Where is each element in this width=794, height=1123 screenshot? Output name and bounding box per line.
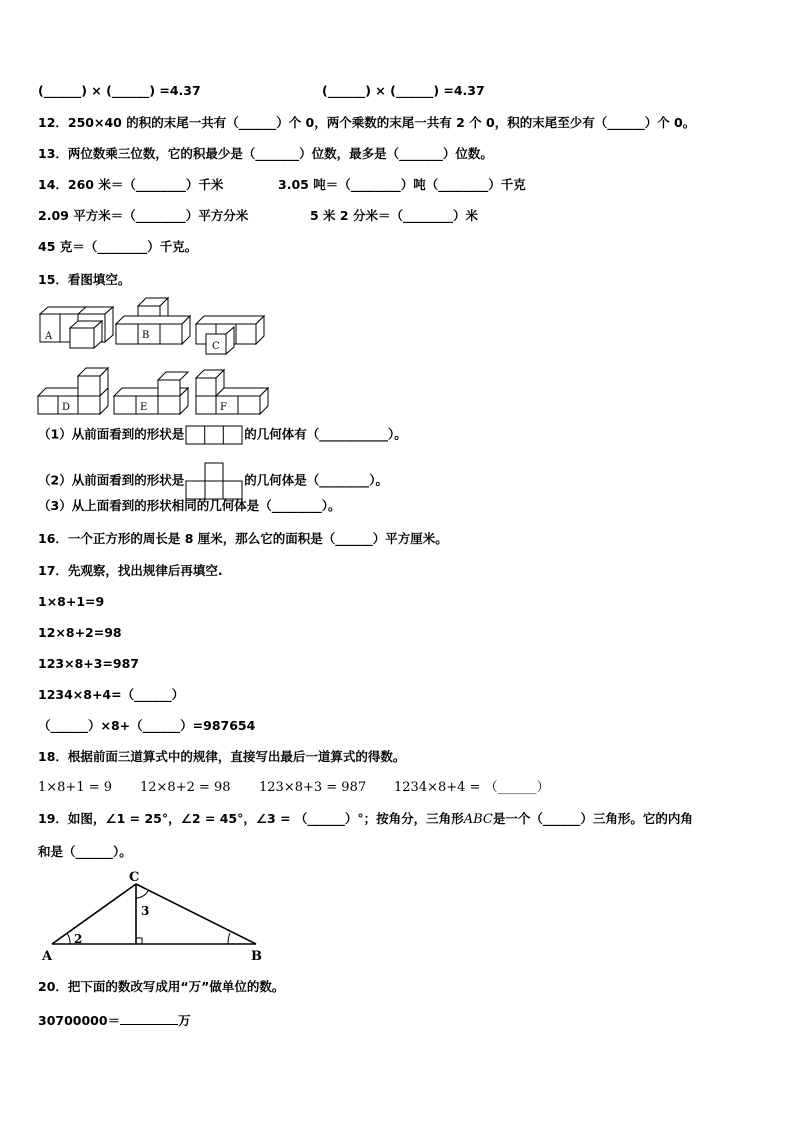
- cube-figure-c: [196, 316, 264, 354]
- q17-line-5: （______）×8+（______）=987654: [38, 718, 256, 733]
- front-view-t-shape: [185, 462, 243, 500]
- sub2-prefix: （2）从前面看到的形状是: [38, 472, 185, 488]
- question-20-title: 20．把下面的数改写成用“万”做单位的数。: [38, 979, 285, 994]
- cube-figure-f: [196, 370, 268, 414]
- figure-label-c: C: [212, 341, 220, 352]
- question-14e: 45 克＝（________）千克。: [38, 239, 198, 254]
- q17-line-4: 1234×8+4=（______）: [38, 687, 185, 702]
- figure-label-a: A: [45, 331, 53, 342]
- vertex-label-b: B: [251, 949, 262, 964]
- question-17-title: 17．先观察，找出规律后再填空.: [38, 563, 223, 578]
- question-19-line2: 和是（______）。: [38, 844, 132, 859]
- sub1-suffix: 的几何体有（___________）。: [244, 426, 407, 442]
- question-13: 13．两位数乘三位数，它的积最少是（_______）位数，最多是（_______）位数。: [38, 146, 493, 161]
- question-15-sub2: [38, 462, 388, 500]
- triangle-figure: [30, 868, 270, 964]
- question-12: 12．250×40 的积的末尾一共有（______）个 0，两个乘数的末尾一共有 2 个 0，积的末尾至少有（______）个 0。: [38, 115, 696, 130]
- q18-eq-4: 1234×8+4 = （______）: [394, 780, 550, 795]
- question-15-sub3: （3）从上面看到的形状相同的几何体是（________）。: [38, 498, 341, 513]
- question-16: 16．一个正方形的周长是 8 厘米，那么它的面积是（______）平方厘米。: [38, 531, 448, 546]
- vertex-label-c: C: [129, 870, 140, 885]
- q17-line-2: 12×8+2=98: [38, 625, 122, 640]
- front-view-three-squares: [185, 425, 243, 445]
- question-19: [38, 811, 693, 828]
- cube-figure-d: [38, 368, 108, 414]
- question-14d: 5 米 2 分米＝（________）米: [310, 208, 478, 223]
- q19-text-post: 是一个（______）三角形。它的内角: [492, 811, 693, 826]
- cube-figure-b: [116, 298, 190, 344]
- sub2-suffix: 的几何体是（________）。: [244, 472, 388, 488]
- top-line-left: (______) × (______) =4.37: [38, 83, 201, 98]
- figure-label-b: B: [142, 330, 150, 341]
- q18-eq-2: 12×8+2 = 98: [140, 780, 231, 795]
- q17-line-1: 1×8+1=9: [38, 594, 105, 609]
- cube-figures: [30, 294, 270, 418]
- q20-unit: 万: [178, 1013, 191, 1028]
- question-14b: 3.05 吨＝（________）吨（________）千克: [278, 177, 526, 192]
- q19-text-pre: 19．如图，∠1 = 25°，∠2 = 45°，∠3 = （______）°；按角分，三角形: [38, 811, 464, 826]
- q18-eq-3: 123×8+3 = 987: [259, 780, 367, 795]
- cube-figure-e: [114, 372, 188, 414]
- angle-label-3: 3: [141, 904, 150, 918]
- question-14c: 2.09 平方米＝（________）平方分米: [38, 208, 249, 223]
- cube-figure-a: [40, 307, 113, 348]
- q20-number: 30700000＝: [38, 1013, 121, 1028]
- figure-label-e: E: [140, 402, 148, 413]
- figure-label-d: D: [62, 402, 71, 413]
- q20-blank: [120, 1012, 178, 1025]
- question-18-title: 18．根据前面三道算式中的规律，直接写出最后一道算式的得数。: [38, 749, 406, 764]
- vertex-label-a: A: [42, 949, 53, 964]
- triangle-name: ABC: [463, 812, 493, 827]
- sub1-prefix: （1）从前面看到的形状是: [38, 426, 185, 442]
- question-20-answer: [38, 1012, 191, 1029]
- figure-label-f: F: [220, 402, 227, 413]
- q18-eq-1: 1×8+1 = 9: [38, 780, 113, 795]
- q17-line-3: 123×8+3=987: [38, 656, 140, 671]
- angle-label-2: 2: [74, 932, 83, 946]
- question-15-sub1: [38, 425, 407, 445]
- question-15-title: 15．看图填空。: [38, 272, 131, 287]
- top-line-right: (______) × (______) =4.37: [322, 83, 485, 98]
- question-14a: 14．260 米＝（________）千米: [38, 177, 224, 192]
